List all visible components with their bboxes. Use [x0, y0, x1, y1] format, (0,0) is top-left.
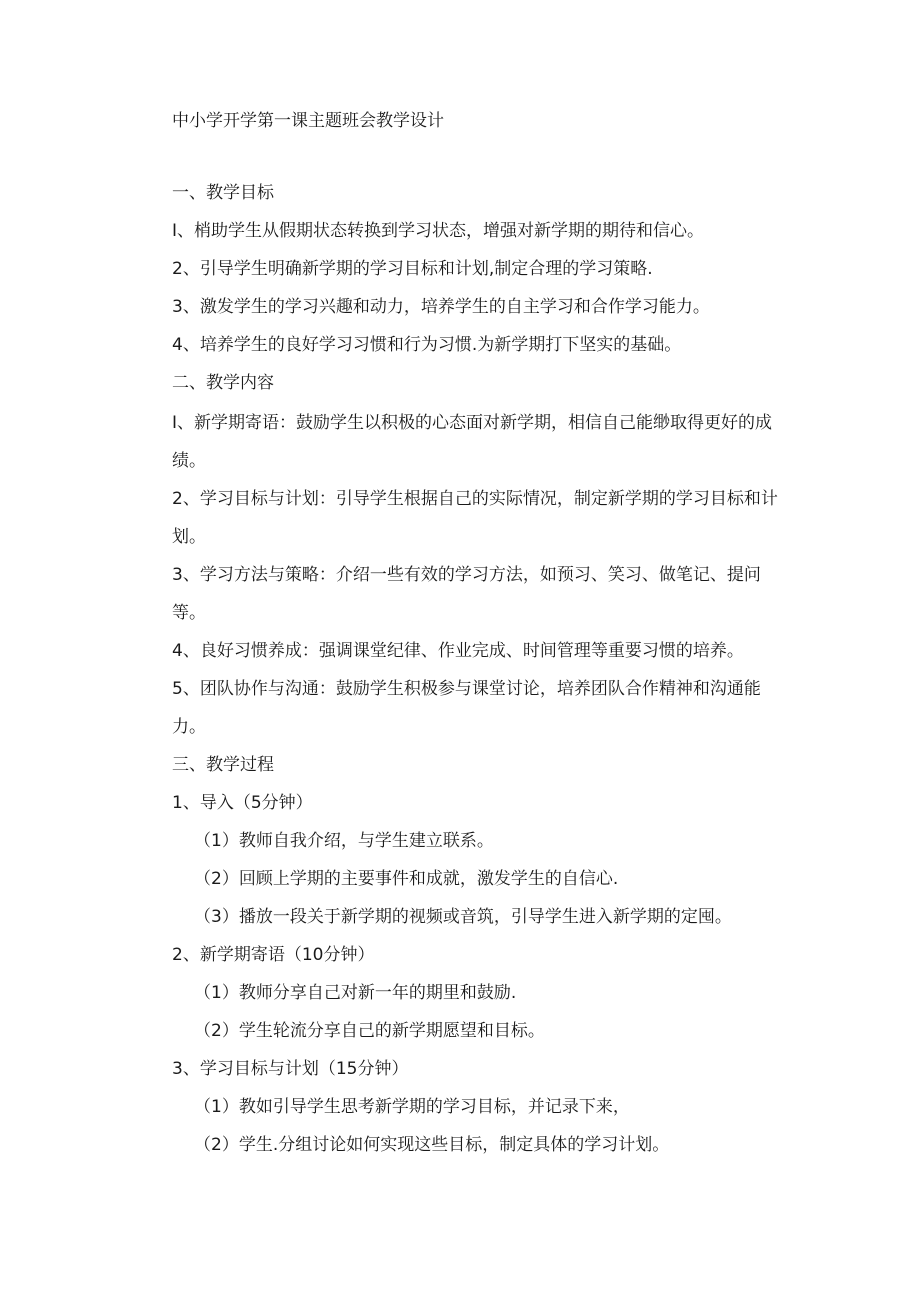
document-title: 中小学开学第一课主题班会教学设计	[172, 111, 444, 131]
content-item: 2、学习目标与计划：引导学生根据自己的实际情况，制定新学期的学习目标和计划。	[172, 489, 778, 547]
section-heading-content: 二、教学内容	[172, 373, 274, 393]
section-heading-process: 三、教学过程	[172, 755, 274, 775]
content-item: 3、学习方法与策略：介绍一些有效的学习方法，如预习、笑习、做笔记、提问等。	[172, 565, 761, 623]
process-substep: （2）回顾上学期的主要事件和成就，激发学生的自信心.	[194, 869, 619, 889]
process-step: 1、导入（5分钟）	[172, 793, 313, 813]
objective-item: 3、激发学生的学习兴趣和动力，培养学生的自主学习和合作学习能力。	[172, 297, 710, 317]
process-step: 2、新学期寄语（10分钟）	[172, 945, 375, 965]
process-substep: （1）教师分享自己对新一年的期里和鼓励.	[194, 983, 517, 1003]
content-item: 5、团队协作与沟通：鼓励学生积极参与课堂讨论，培养团队合作精神和沟通能力。	[172, 679, 761, 737]
process-substep: （3）播放一段关于新学期的视频或音筑，引导学生进入新学期的定囤。	[194, 907, 732, 927]
content-item: I、新学期寄语：鼓励学生以积极的心态面对新学期，相信自己能缈取得更好的成绩。	[172, 413, 773, 471]
section-heading-objectives: 一、教学目标	[172, 183, 274, 203]
process-substep: （1）教师自我介绍，与学生建立联系。	[194, 831, 494, 851]
document-body	[172, 180, 792, 1170]
objective-item: 2、引导学生明确新学期的学习目标和计划,制定合理的学习策略.	[172, 259, 653, 279]
objective-item: 4、培养学生的良好学习习惯和行为习惯.为新学期打下坚实的基础。	[172, 335, 682, 355]
process-substep: （2）学生.分组讨论如何实现这些目标，制定具体的学习计划。	[194, 1135, 670, 1155]
process-substep: （2）学生轮流分享自己的新学期愿望和目标。	[194, 1021, 545, 1041]
objective-item: I、梢助学生从假期状态转换到学习状态，增强对新学期的期待和信心。	[172, 221, 705, 241]
process-step: 3、学习目标与计划（15分钟）	[172, 1059, 409, 1079]
content-item: 4、良好习惯养成：强调课堂纪律、作业完成、时间管理等重要习惯的培养。	[172, 641, 744, 661]
process-substep: （1）教如引导学生思考新学期的学习目标，并记录下来，	[194, 1097, 630, 1117]
